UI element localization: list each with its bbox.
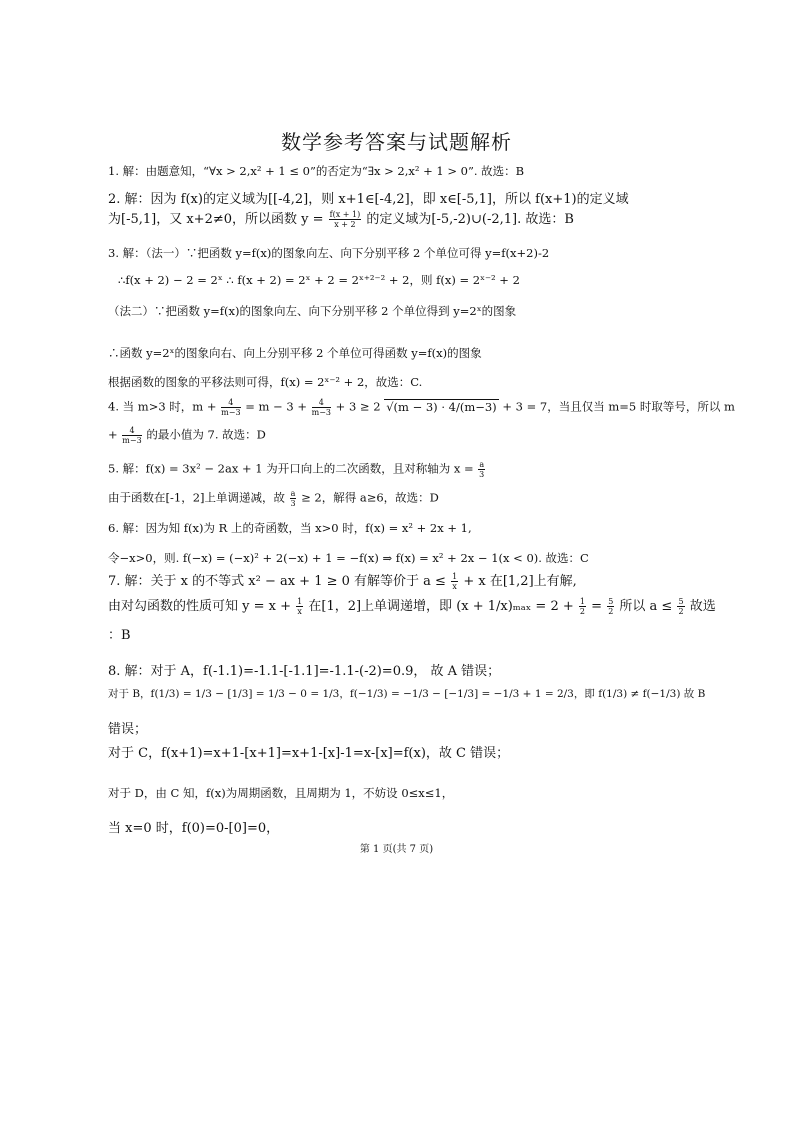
answer-5-text: 5. 解：f(x) = 3x² − 2ax + 1 为开口向上的二次函数，且对称轴为 x = xyxy=(108,461,474,476)
answer-2-line-2 xyxy=(108,208,574,229)
answer-4-line-1 xyxy=(108,398,735,417)
answer-7-text: = xyxy=(591,599,603,614)
fraction: $\frac{1}{x}$ xyxy=(452,572,458,591)
answer-8-line-1: 8. 解：对于 A，f(-1.1)=-1.1-[-1.1]=-1.1-(-2)=0.9， 故 A 错误； xyxy=(108,664,501,679)
answer-3-line-5: 根据函数的图象的平移法则可得，f(x) = 2ˣ⁻² + 2，故选：C. xyxy=(108,375,423,389)
page-footer: 第 1 页(共 7 页) xyxy=(359,844,434,855)
fraction: $\frac{4}{m-3}$ xyxy=(122,426,142,445)
answer-8-line-3: 错误； xyxy=(108,722,148,737)
answer-1: 1. 解：由题意知，“∀x > 2,x² + 1 ≤ 0”的否定为“∃x > 2,x² + 1 > 0”. 故选：B xyxy=(108,164,525,178)
answer-3-line-3: （法二）∵把函数 y=f(x)的图象向左、向下分别平移 2 个单位得到 y=2ˣ的图象 xyxy=(108,304,517,318)
answer-2-text: 为[-5,1]，又 x+2≠0，所以函数 y = xyxy=(108,212,324,227)
fraction: $\frac{5}{2}$ xyxy=(678,597,684,616)
sqrt-expression: √(m − 3) · 4/(m−3) xyxy=(386,399,497,414)
answer-4-text: 的最小值为 7. 故选：D xyxy=(146,427,266,442)
fraction: $\frac{1}{x}$ xyxy=(297,597,303,616)
fraction: $\frac{a}{3}$ xyxy=(479,460,485,479)
answer-4-text: + 3 = 7，当且仅当 m=5 时取等号，所以 m xyxy=(502,399,735,414)
answer-8-line-6: 当 x=0 时，f(0)=0-[0]=0， xyxy=(108,821,280,836)
fraction: $\frac{a}{3}$ xyxy=(290,489,296,508)
answer-4-text: + xyxy=(108,427,118,442)
answer-4-text: + 3 ≥ 2 xyxy=(335,399,381,414)
fraction: $\frac{5}{2}$ xyxy=(608,597,614,616)
answer-7-line-1 xyxy=(108,570,577,591)
answer-7-line-2 xyxy=(108,595,716,616)
fraction: $\frac{f(x + 1)}{x + 2}$ xyxy=(329,210,361,229)
answer-4-text: 4. 当 m>3 时，m + xyxy=(108,399,217,414)
fraction: $\frac{4}{m-3}$ xyxy=(221,398,241,417)
page-title: 数学参考答案与试题解析 xyxy=(281,130,512,154)
answer-7-text: 故选 xyxy=(689,599,716,614)
answer-8-line-5: 对于 D，由 C 知，f(x)为周期函数，且周期为 1，不妨设 0≤x≤1， xyxy=(108,786,454,800)
answer-6-line-1: 6. 解：因为知 f(x)为 R 上的奇函数，当 x>0 时，f(x) = x² + 2x + 1, xyxy=(108,521,472,535)
answer-8-line-2: 对于 B，f(1/3) = 1/3 − [1/3] = 1/3 − 0 = 1/3，f(−1/3) = −1/3 − [−1/3] = −1/3 + 1 = 2/3，即 f(1/3) ≠ f(−1/3) 故 B xyxy=(108,688,706,700)
answer-7-text: 7. 解：关于 x 的不等式 x² − ax + 1 ≥ 0 有解等价于 a ≤ xyxy=(108,574,446,589)
answer-2-text-end: 的定义域为[-5,-2)∪(-2,1]. 故选：B xyxy=(366,212,574,227)
answer-5-line-1 xyxy=(108,460,486,479)
answer-5-text: 由于函数在[-1，2]上单调递减，故 xyxy=(108,490,285,505)
answer-2-line-1: 2. 解：因为 f(x)的定义域为[[-4,2]，则 x+1∈[-4,2]，即 x∈[-5,1]，所以 f(x+1)的定义域 xyxy=(108,192,629,207)
fraction: $\frac{4}{m-3}$ xyxy=(311,398,332,417)
answer-5-line-2 xyxy=(108,489,439,508)
answer-7-line-3: ：B xyxy=(108,628,131,643)
fraction: $\frac{1}{2}$ xyxy=(579,597,585,616)
answer-7-text: 由对勾函数的性质可知 y = x + xyxy=(108,599,291,614)
answer-4-text: = m − 3 + xyxy=(245,399,307,414)
answer-8-line-4: 对于 C，f(x+1)=x+1-[x+1]=x+1-[x]-1=x-[x]=f(x)，故 C 错误； xyxy=(108,746,510,761)
answer-6-line-2: 令−x>0，则. f(−x) = (−x)² + 2(−x) + 1 = −f(x) ⇒ f(x) = x² + 2x − 1(x < 0). 故选：C xyxy=(108,551,589,565)
answer-5-text: ≥ 2，解得 a≥6，故选：D xyxy=(301,490,439,505)
answer-7-text: + x 在[1,2]上有解, xyxy=(463,574,577,589)
answer-3-line-2: ∴f(x + 2) − 2 = 2ˣ ∴ f(x + 2) = 2ˣ + 2 = 2ˣ⁺²⁻² + 2，则 f(x) = 2ˣ⁻² + 2 xyxy=(118,273,520,287)
answer-7-text: 所以 a ≤ xyxy=(619,599,673,614)
answer-4-line-2 xyxy=(108,426,266,445)
answer-3-line-1: 3. 解：（法一）∵把函数 y=f(x)的图象向左、向下分别平移 2 个单位可得 y=f(x+2)-2 xyxy=(108,246,550,260)
answer-7-text: 在[1，2]上单调递增，即 (x + 1/x)ₘₐₓ = 2 + xyxy=(308,599,574,614)
answer-3-line-4: ∴函数 y=2ˣ的图象向右、向上分别平移 2 个单位可得函数 y=f(x)的图象 xyxy=(108,346,482,360)
